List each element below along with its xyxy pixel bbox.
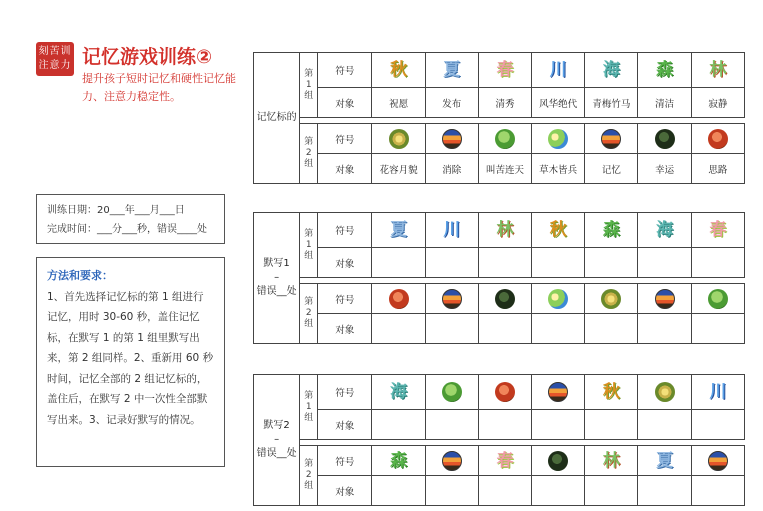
symbol-cell xyxy=(638,53,691,88)
symbol-row xyxy=(254,375,745,410)
object-label: 对象 xyxy=(318,154,372,184)
symbol-cell xyxy=(425,53,478,88)
answer-cell[interactable] xyxy=(585,476,638,506)
sunset-circle-icon xyxy=(601,129,621,149)
symbol-cell xyxy=(372,284,425,314)
section-title: 记忆标的 xyxy=(256,112,297,123)
training-date-box xyxy=(36,194,225,244)
symbol-cell xyxy=(691,446,744,476)
section-side-label xyxy=(254,375,300,506)
object-cell: 花容月貌 xyxy=(372,154,425,184)
symbol-cell xyxy=(425,213,478,248)
dark-tree-circle-icon xyxy=(495,289,515,309)
symbol-cell xyxy=(478,213,531,248)
answer-cell[interactable] xyxy=(585,410,638,440)
object-cell: 思路 xyxy=(691,154,744,184)
group-label: 第 2 组 xyxy=(300,124,318,184)
symbol-glyph: 秋 xyxy=(390,60,408,80)
answer-cell[interactable] xyxy=(532,248,585,278)
symbol-glyph: 春 xyxy=(496,60,514,80)
symbol-glyph: 川 xyxy=(709,382,727,402)
symbol-glyph: 海 xyxy=(602,60,620,80)
sunset-circle-icon xyxy=(442,451,462,471)
seal-logo xyxy=(36,42,74,76)
answer-cell[interactable] xyxy=(372,248,425,278)
symbol-cell xyxy=(585,375,638,410)
red-tree-circle-icon xyxy=(389,289,409,309)
object-cell: 发布 xyxy=(425,88,478,118)
symbol-cell xyxy=(425,446,478,476)
group-label: 第 1 组 xyxy=(300,53,318,118)
answer-cell[interactable] xyxy=(691,410,744,440)
symbol-glyph: 夏 xyxy=(443,60,461,80)
symbol-row xyxy=(254,284,745,314)
page-subtitle: 提升孩子短时记忆和硬性记忆能力、注意力稳定性。 xyxy=(82,72,236,103)
object-row xyxy=(254,410,745,440)
dark-tree-circle-icon xyxy=(655,129,675,149)
answer-cell[interactable] xyxy=(425,248,478,278)
section-title: 默写2 xyxy=(263,420,290,431)
symbol-row xyxy=(254,53,745,88)
symbol-glyph: 林 xyxy=(496,220,514,240)
tree-circle-icon xyxy=(442,382,462,402)
answer-cell[interactable] xyxy=(478,314,531,344)
symbol-cell xyxy=(532,53,585,88)
object-cell: 寂静 xyxy=(691,88,744,118)
symbol-cell xyxy=(372,446,425,476)
symbol-glyph: 林 xyxy=(602,450,620,471)
section-side-label xyxy=(254,53,300,184)
symbol-label: 符号 xyxy=(318,53,372,88)
symbol-glyph: 春 xyxy=(496,450,514,471)
symbol-label: 符号 xyxy=(318,213,372,248)
object-cell: 清秀 xyxy=(478,88,531,118)
symbol-cell xyxy=(532,124,585,154)
answer-cell[interactable] xyxy=(638,476,691,506)
section-side-label xyxy=(254,213,300,344)
object-cell: 叫苦连天 xyxy=(478,154,531,184)
symbol-glyph: 秋 xyxy=(549,220,567,240)
object-label: 对象 xyxy=(318,248,372,278)
answer-cell[interactable] xyxy=(372,410,425,440)
divider-dash: – xyxy=(274,272,280,283)
symbol-glyph: 森 xyxy=(602,220,620,240)
symbol-cell xyxy=(478,53,531,88)
object-cell: 消除 xyxy=(425,154,478,184)
symbol-cell xyxy=(585,124,638,154)
answer-cell[interactable] xyxy=(425,476,478,506)
symbol-cell xyxy=(585,284,638,314)
object-cell: 风华绝代 xyxy=(532,88,585,118)
symbol-label: 符号 xyxy=(318,446,372,476)
tree-circle-icon xyxy=(708,289,728,309)
object-row xyxy=(254,314,745,344)
sunset-circle-icon xyxy=(708,451,728,471)
page-title: 记忆游戏训练② xyxy=(82,46,213,68)
symbol-cell xyxy=(532,284,585,314)
symbol-cell xyxy=(372,213,425,248)
method-heading: 方法和要求： xyxy=(47,269,113,282)
tree-circle-icon xyxy=(495,129,515,149)
answer-cell[interactable] xyxy=(585,248,638,278)
answer-cell[interactable] xyxy=(425,314,478,344)
symbol-cell xyxy=(638,375,691,410)
symbol-glyph: 海 xyxy=(656,220,674,240)
method-box xyxy=(36,257,225,467)
answer-cell[interactable] xyxy=(478,476,531,506)
symbol-cell xyxy=(638,284,691,314)
symbol-cell xyxy=(425,124,478,154)
answer-cell[interactable] xyxy=(691,476,744,506)
flower-circle-icon xyxy=(601,289,621,309)
answer-cell[interactable] xyxy=(425,410,478,440)
answer-cell[interactable] xyxy=(638,248,691,278)
symbol-label: 符号 xyxy=(318,375,372,410)
red-tree-circle-icon xyxy=(495,382,515,402)
answer-cell[interactable] xyxy=(638,314,691,344)
answer-cell[interactable] xyxy=(372,476,425,506)
symbol-glyph: 林 xyxy=(709,60,727,80)
symbol-cell xyxy=(478,284,531,314)
answer-cell[interactable] xyxy=(638,410,691,440)
group-label: 第 1 组 xyxy=(300,213,318,278)
symbol-cell xyxy=(478,124,531,154)
symbol-cell xyxy=(691,213,744,248)
object-label: 对象 xyxy=(318,314,372,344)
symbol-cell xyxy=(691,53,744,88)
symbol-glyph: 川 xyxy=(549,60,567,80)
symbol-cell xyxy=(638,446,691,476)
symbol-row xyxy=(254,124,745,154)
error-count-field[interactable]: 错误__处 xyxy=(256,448,297,459)
sunset-circle-icon xyxy=(442,289,462,309)
symbol-glyph: 秋 xyxy=(602,382,620,402)
symbol-glyph: 森 xyxy=(390,450,408,471)
symbol-cell xyxy=(425,375,478,410)
answer-cell[interactable] xyxy=(585,314,638,344)
object-label: 对象 xyxy=(318,476,372,506)
symbol-row xyxy=(254,446,745,476)
symbol-cell xyxy=(691,375,744,410)
dark-tree-circle-icon xyxy=(548,451,568,471)
object-label: 对象 xyxy=(318,88,372,118)
sun-circle-icon xyxy=(548,289,568,309)
symbol-cell xyxy=(372,375,425,410)
symbol-cell xyxy=(638,124,691,154)
object-row xyxy=(254,476,745,506)
sun-circle-icon xyxy=(548,129,568,149)
symbol-cell xyxy=(691,284,744,314)
object-cell: 祝愿 xyxy=(372,88,425,118)
symbol-row xyxy=(254,213,745,248)
symbol-glyph: 夏 xyxy=(656,450,674,471)
symbol-glyph: 春 xyxy=(709,220,727,240)
object-cell: 记忆 xyxy=(585,154,638,184)
object-cell: 清洁 xyxy=(638,88,691,118)
object-row xyxy=(254,154,745,184)
symbol-cell xyxy=(478,446,531,476)
object-row xyxy=(254,248,745,278)
symbol-cell xyxy=(691,124,744,154)
symbol-glyph: 海 xyxy=(390,382,408,402)
answer-cell[interactable] xyxy=(372,314,425,344)
symbol-cell xyxy=(372,124,425,154)
symbol-cell xyxy=(585,213,638,248)
seal-text-bottom: 注意力 xyxy=(38,60,72,71)
symbol-cell xyxy=(638,213,691,248)
symbol-cell xyxy=(532,446,585,476)
sunset-circle-icon xyxy=(655,289,675,309)
group-label: 第 2 组 xyxy=(300,446,318,506)
recall-table-2 xyxy=(253,374,745,506)
symbol-cell xyxy=(372,53,425,88)
answer-cell[interactable] xyxy=(532,476,585,506)
symbol-glyph: 森 xyxy=(656,60,674,80)
training-date-line: 训练日期：20___年___月___日 xyxy=(47,205,185,216)
sunset-circle-icon xyxy=(442,129,462,149)
error-count-field[interactable]: 错误__处 xyxy=(256,286,297,297)
flower-circle-icon xyxy=(389,129,409,149)
answer-cell[interactable] xyxy=(691,314,744,344)
symbol-label: 符号 xyxy=(318,124,372,154)
object-label: 对象 xyxy=(318,410,372,440)
flower-circle-icon xyxy=(655,382,675,402)
answer-cell[interactable] xyxy=(532,314,585,344)
section-title: 默写1 xyxy=(263,258,290,269)
symbol-glyph: 夏 xyxy=(390,220,408,240)
completion-time-line: 完成时间：___分___秒，错误____处 xyxy=(47,224,207,235)
divider-dash: – xyxy=(274,434,280,445)
red-tree-circle-icon xyxy=(708,129,728,149)
seal-text-top: 刻苦训 xyxy=(38,46,72,57)
group-label: 第 2 组 xyxy=(300,284,318,344)
symbol-cell xyxy=(425,284,478,314)
symbol-cell xyxy=(478,375,531,410)
answer-cell[interactable] xyxy=(478,248,531,278)
object-cell: 幸运 xyxy=(638,154,691,184)
sunset-circle-icon xyxy=(548,382,568,402)
memory-target-table xyxy=(253,52,745,184)
recall-table-1 xyxy=(253,212,745,344)
group-label: 第 1 组 xyxy=(300,375,318,440)
answer-cell[interactable] xyxy=(478,410,531,440)
symbol-cell xyxy=(532,375,585,410)
object-cell: 青梅竹马 xyxy=(585,88,638,118)
symbol-label: 符号 xyxy=(318,284,372,314)
symbol-cell xyxy=(585,446,638,476)
answer-cell[interactable] xyxy=(532,410,585,440)
symbol-cell xyxy=(532,213,585,248)
symbol-cell xyxy=(585,53,638,88)
method-text: 1、首先选择记忆标的第 1 组进行记忆，用时 30-60 秒，盖住记忆标，在默写 1 的第 1 组里默写出来，第 2 组同样。2、重新用 60 秒时间，记忆全部的 2 组记忆标的，盖住后，在默写 2 中一次性全部默写出来。3、记录好默写的情况。 xyxy=(47,290,214,426)
symbol-glyph: 川 xyxy=(443,220,461,240)
object-cell: 草木皆兵 xyxy=(532,154,585,184)
answer-cell[interactable] xyxy=(691,248,744,278)
object-row xyxy=(254,88,745,118)
